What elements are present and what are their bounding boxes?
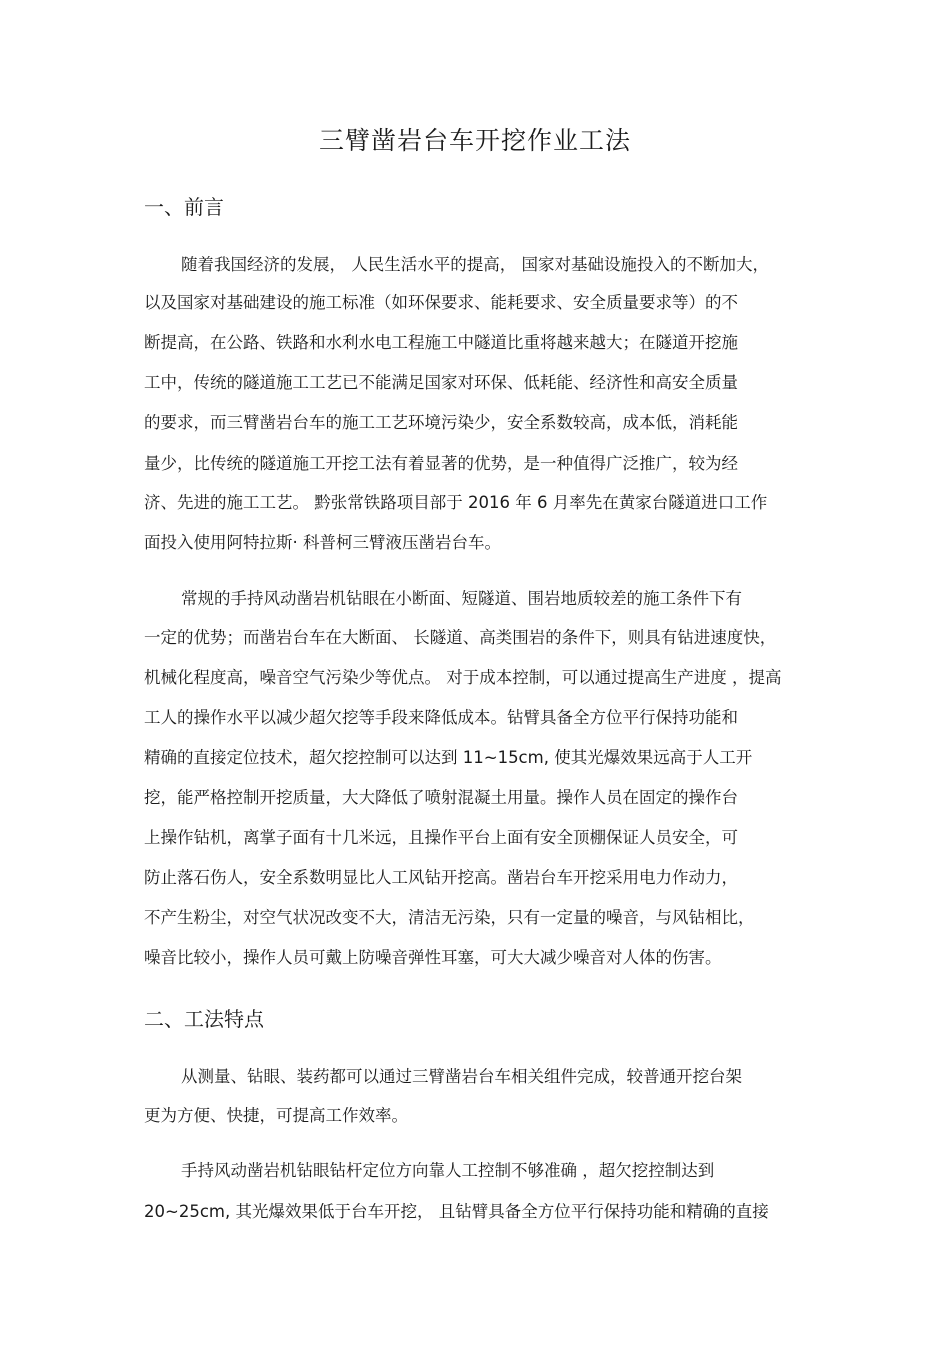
paragraph-line: 断提高，在公路、铁路和水利水电工程施工中隧道比重将越来越大；在隧道开挖施 [144, 333, 738, 352]
paragraph-line: 从测量、钻眼、装药都可以通过三臂凿岩台车相关组件完成，较普通开挖台架 [181, 1067, 742, 1086]
section-heading-features: 二、工法特点 [144, 1007, 264, 1031]
paragraph-line: 量少，比传统的隧道施工开挖工法有着显著的优势，是一种值得广泛推广，较为经 [144, 454, 738, 473]
paragraph-line: 的要求，而三臂凿岩台车的施工工艺环境污染少，安全系数较高，成本低，消耗能 [144, 413, 738, 432]
paragraph-line: 面投入使用阿特拉斯· 科普柯三臂液压凿岩台车。 [144, 533, 501, 552]
paragraph-line: 更为方便、快捷，可提高工作效率。 [144, 1106, 408, 1125]
paragraph-line: 20~25cm, 其光爆效果低于台车开挖， 且钻臂具备全方位平行保持功能和精确的直接 [144, 1202, 769, 1221]
paragraph-line: 一定的优势；而凿岩台车在大断面、 长隧道、高类围岩的条件下，则具有钻进速度快， [144, 628, 777, 647]
paragraph-line: 上操作钻机，离掌子面有十几米远，且操作平台上面有安全顶棚保证人员安全，可 [144, 828, 738, 847]
paragraph-line: 济、先进的施工工艺。 黔张常铁路项目部于 2016 年 6 月率先在黄家台隧道进口工作 [144, 493, 768, 512]
paragraph-line: 精确的直接定位技术，超欠挖控制可以达到 11~15cm, 使其光爆效果远高于人工开 [144, 748, 753, 767]
document-title: 三臂凿岩台车开挖作业工法 [318, 126, 631, 155]
paragraph-line: 噪音比较小，操作人员可戴上防噪音弹性耳塞，可大大减少噪音对人体的伤害。 [144, 948, 722, 967]
paragraph-line: 不产生粉尘，对空气状况改变不大，清洁无污染，只有一定量的噪音，与风钻相比， [144, 908, 755, 927]
paragraph-line: 工中，传统的隧道施工工艺已不能满足国家对环保、低耗能、经济性和高安全质量 [144, 373, 738, 392]
paragraph-line: 以及国家对基础建设的施工标准（如环保要求、能耗要求、安全质量要求等）的不 [144, 293, 738, 312]
section-heading-preface: 一、前言 [144, 195, 224, 219]
paragraph-line: 防止落石伤人，安全系数明显比人工风钻开挖高。凿岩台车开挖采用电力作动力， [144, 868, 738, 887]
paragraph-line: 挖，能严格控制开挖质量，大大降低了喷射混凝土用量。操作人员在固定的操作台 [144, 788, 738, 807]
paragraph-line: 工人的操作水平以减少超欠挖等手段来降低成本。钻臂具备全方位平行保持功能和 [144, 708, 738, 727]
paragraph-line: 随着我国经济的发展， 人民生活水平的提高， 国家对基础设施投入的不断加大， [181, 255, 769, 274]
paragraph-line: 常规的手持风动凿岩机钻眼在小断面、短隧道、围岩地质较差的施工条件下有 [181, 589, 742, 608]
paragraph-line: 机械化程度高，噪音空气污染少等优点。 对于成本控制，可以通过提高生产进度 ，提高 [144, 668, 782, 687]
paragraph-line: 手持风动凿岩机钻眼钻杆定位方向靠人工控制不够准确 ，超欠挖控制达到 [181, 1161, 715, 1180]
